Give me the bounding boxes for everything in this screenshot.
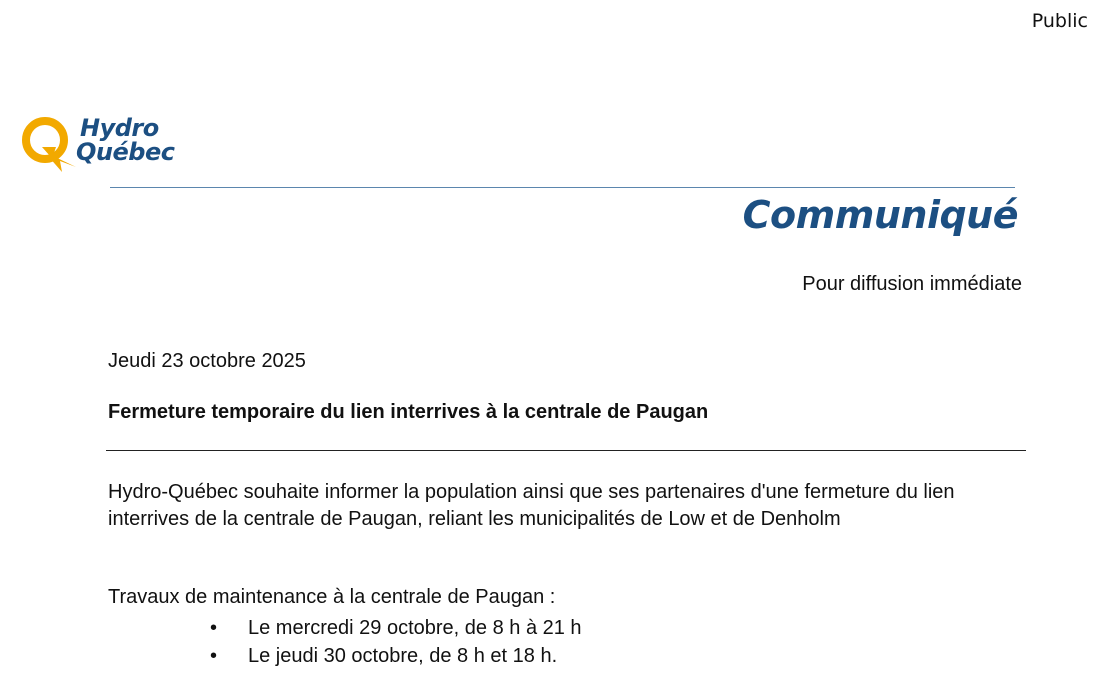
section-title: Communiqué — [742, 193, 1018, 237]
work-date: Le mercredi 29 octobre, de 8 h à 21 h — [248, 617, 582, 639]
release-date: Jeudi 23 octobre 2025 — [108, 350, 306, 372]
list-item — [210, 614, 582, 642]
distribution-note: Pour diffusion immédiate — [802, 273, 1022, 295]
q-lightning-icon — [20, 112, 80, 178]
list-item — [210, 642, 582, 670]
bullet-icon: • — [210, 617, 218, 639]
works-title: Travaux de maintenance à la centrale de Paugan : — [108, 586, 556, 608]
header-divider — [110, 187, 1015, 188]
headline: Fermeture temporaire du lien interrives à la centrale de Paugan — [108, 401, 709, 423]
intro-paragraph: Hydro-Québec souhaite informer la population ainsi que ses partenaires d'une fermeture du lien interrives de la centrale de Paugan, reliant les municipalités de Low et de Denholm — [108, 481, 955, 530]
works-list — [210, 614, 582, 670]
bullet-icon: • — [210, 645, 218, 667]
logo-word-quebec: Québec — [76, 138, 175, 166]
hydro-quebec-logo — [20, 112, 220, 178]
work-date: Le jeudi 30 octobre, de 8 h et 18 h. — [248, 645, 558, 667]
headline-divider — [106, 450, 1026, 451]
logo-word-hydro: Hydro — [80, 114, 159, 142]
classification-label: Public — [1031, 10, 1088, 32]
